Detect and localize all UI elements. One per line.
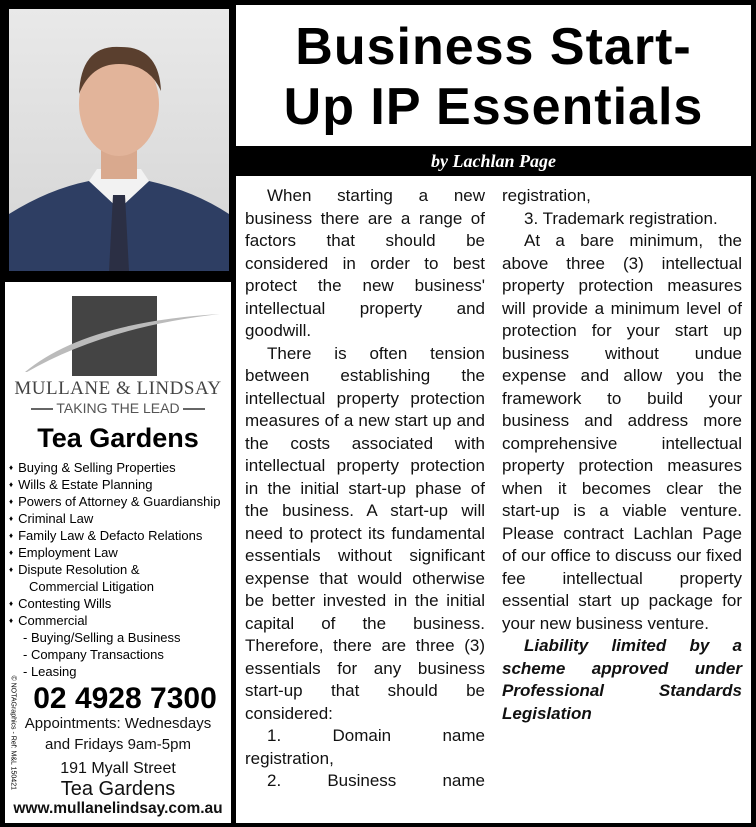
list-item: ♦ Commercial [9, 612, 220, 629]
paragraph: 2. Business name [267, 771, 485, 790]
list-item: ♦ Family Law & Defacto Relations [9, 527, 220, 544]
list-item: Commercial Litigation [29, 579, 154, 594]
list-item: ♦ Employment Law [9, 544, 220, 561]
office-heading: Tea Gardens [37, 423, 199, 453]
phone-number: 02 4928 7300 [33, 682, 217, 715]
author-photo [9, 9, 229, 271]
list-item: ♦ Criminal Law [9, 510, 220, 527]
street-address: 191 Myall Street [60, 760, 176, 777]
paragraph: 3. Trademark registration. [524, 208, 718, 228]
town: Tea Gardens [60, 778, 176, 800]
list-item: ♦ Buying & Selling Properties [9, 459, 220, 476]
firm-advertisement [5, 282, 231, 823]
list-item: ♦ Wills & Estate Planning [9, 476, 220, 493]
title-line: Up IP Essentials [283, 78, 704, 136]
byline: by Lachlan Page [431, 151, 556, 171]
article-body [236, 176, 751, 823]
appointments-line: Appointments: Wednesdays [24, 715, 212, 732]
paragraph: There is often tension between establishing the intellectual property protection measures of a new start up and the costs associated with intellectual property protection in the initial start-up phase of the business. A start-up will need to protect its fundamental essentials without significant expense that would otherwise be better invested in the initial capital of the business. Therefore, there are three (3) essentials for any business start-up that should be considered: [245, 343, 485, 723]
firm-name: MULLANE & LINDSAY [14, 378, 222, 399]
portrait-image [9, 9, 229, 271]
paragraph: When starting a new business there are a range of factors that should be considered in order to best protect the new business' intellectual property and goodwill. [245, 186, 485, 340]
column-2 [502, 185, 742, 725]
paragraph: At a bare minimum, the above three (3) intellectual property protection measures will provide a minimum level of protection for your start up business without undue expense and allow you the framework to build your business and address more comprehensive intellectual property protection measures when it becomes clear the start-up is a viable venture. Please contract Lachlan Page of our office to discuss our fixed fee intellectual property essential start up package for your new business venture. [502, 231, 742, 633]
title-line: Business Start- [295, 18, 692, 76]
article-title [236, 17, 751, 137]
column-1 [245, 185, 485, 793]
list-item: ♦ Dispute Resolution & [9, 561, 220, 578]
liability-notice: Liability limited by a scheme approved under Professional Standards Legislation [502, 636, 742, 723]
firm-logo-icon [15, 292, 220, 377]
appointment-hours [5, 713, 231, 755]
tagline-text: TAKING THE LEAD [56, 400, 180, 416]
list-item: ♦ Contesting Wills [9, 595, 220, 612]
graphics-credit: © NOTAGraphics - Ref: M&L 150421 [9, 675, 17, 790]
services-list [9, 459, 220, 680]
website-link[interactable]: www.mullanelindsay.com.au [13, 800, 223, 817]
paragraph: registration, [502, 186, 591, 205]
list-item: - Company Transactions [23, 647, 164, 662]
paragraph: 1. Domain name registration, [245, 726, 485, 768]
list-item: ♦ Powers of Attorney & Guardianship [9, 493, 220, 510]
appointments-line: and Fridays 9am-5pm [45, 736, 191, 753]
headline-box [236, 5, 751, 146]
list-item: - Leasing [23, 664, 77, 679]
list-item: - Buying/Selling a Business [23, 630, 181, 645]
firm-tagline [5, 400, 231, 416]
